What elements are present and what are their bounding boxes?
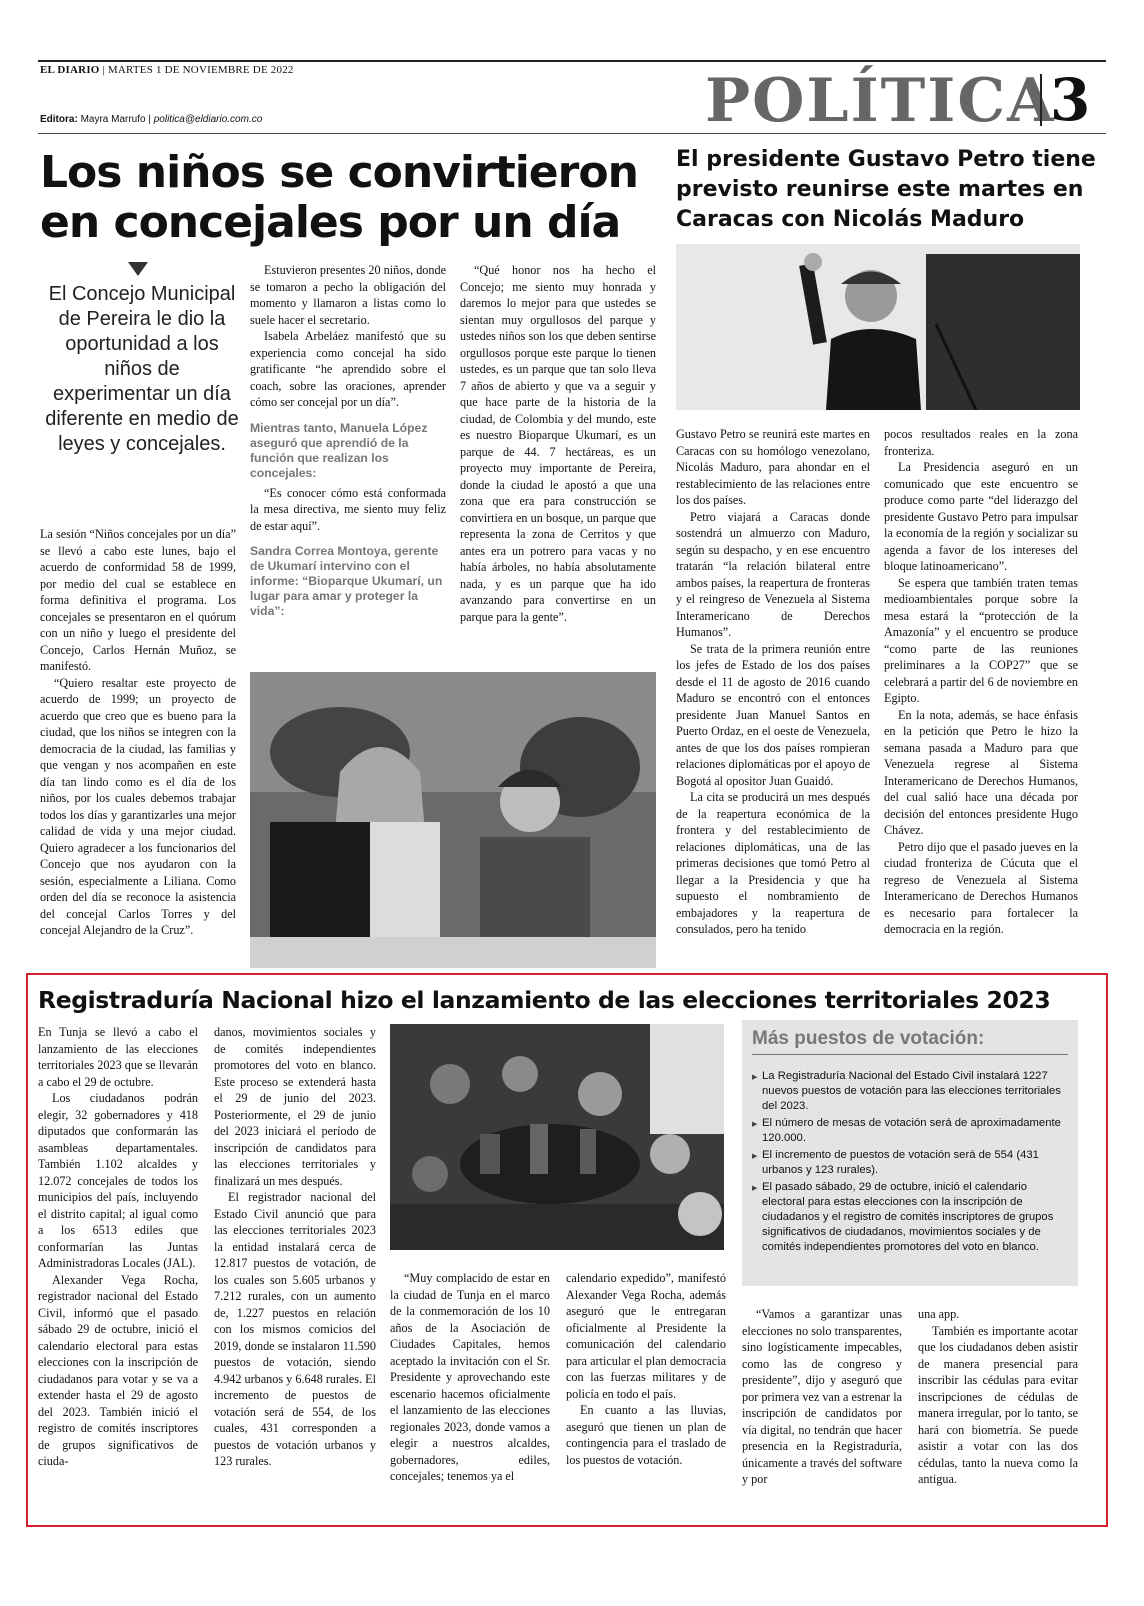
council-children-image	[250, 672, 656, 968]
triangle-down-icon	[128, 262, 148, 276]
petro-image	[676, 244, 1080, 410]
article1-column-1	[40, 526, 236, 939]
paragraph: Estuvieron presentes 20 niños, donde se tomaron a pecho la obligación del momento y llamaron a listas como lo suele hacer el secretario.	[250, 263, 446, 327]
paragraph: En la nota, además, se hace énfasis en la petición que Petro le hizo la semana pasada a Maduro para que Venezuela regrese al Sistema Interamericano de Derechos Humanos, del cual salió hace una década por decisión del entonces presidente Hugo Chávez.	[884, 707, 1078, 837]
dateline	[40, 64, 294, 76]
sidebar-item: ▶ El pasado sábado, 29 de octubre, inició el calendario electoral para estas elecciones con la inscripción de ciudadanos y el registro de comités inscriptores de grupos significativos de ciudadanos, movimientos sociales y de comités independientes promotores del voto en blanco.	[752, 1180, 1068, 1255]
article3-headline: Registraduría Nacional hizo el lanzamiento de las elecciones territoriales 2023	[38, 986, 1051, 1014]
section-title: POLÍTICA	[705, 66, 1056, 136]
paragraph: La sesión “Niños concejales por un día” se llevó a cabo este lunes, bajo el acuerdo de conformidad 58 de 1999, por medio del cual se establece en forma definitiva el programa. Los concejales se presentaron en el quórum con un niño y luego el presidente del Concejo, Carlos Hernán Muñoz, se manifestó.	[40, 527, 236, 673]
paragraph: “Qué honor nos ha hecho el Concejo; me siento muy honrada y daremos lo mejor para que ustedes se sientan muy orgullosos del parque y ustedes niños son los que deben sentirse orgullosos porque este parque lo tienen ustedes, es un parque que tan solo lleva 7 años de abierto y que va a seguir y que hace parte de la historia de la ciudad, de Colombia y del mundo, este es nuestro Bioparque Ukumarí, es un parque de 44. 7 hectáreas, es un proyecto muy importante de Pereira, donde la ciudad le apostó a que una zona que era para construcción se convirtiera en un bosque, un parque que representa la zona de Cerritos y que antes era un potrero para vacas y no había árboles, no había absolutamente nada, y es un parque que ha ido avanzando para convertirse en un parque para la gente”.	[460, 263, 656, 624]
registraduria-press-photo	[390, 1024, 724, 1250]
paragraph: Alexander Vega Rocha, registrador nacional del Estado Civil, informó que el pasado sábado 29 de octubre, inició el calendario electoral para estas elecciones con la inscripción de ciudadanos para votar y se va a extender hasta el 29 de agosto del 2023. También inició el registro de comités inscriptores de grupos significativos de ciuda-	[38, 1272, 198, 1468]
subheading: Sandra Correa Montoya, gerente de Ukumarí intervino con el informe: “Bioparque Ukumarí, un lugar para amar y proteger la vida”:	[250, 544, 443, 618]
sidebar-item: ▶ El incremento de puestos de votación será de 554 (431 urbanos y 123 rurales).	[752, 1148, 1068, 1178]
article1-column-3	[460, 262, 656, 625]
paragraph: “Quiero resaltar este proyecto de acuerdo de 1999; un proyecto de acuerdo que creo que es bueno para la ciudad, que los niños se integren con la democracia de la ciudad, las familias y que vengan y nos acompañen en este día tan lindo como es el día de los niños, por los cuales debemos trabajar todos los días y garantizarles una mejor calidad de vida y una mejor ciudad. Quiero agradecer a los funcionarios del Concejo que nos ayudaron con la sesión, especialmente a Liliana. Como orden del día se reconoce la asistencia del concejal Carlos Torres y del concejal Alejandro de la Cruz”.	[40, 675, 236, 937]
article3-column-2	[214, 1024, 376, 1470]
paragraph: En cuanto a las lluvias, aseguró que tienen un plan de contingencia para el traslado de los puestos de votación.	[566, 1403, 726, 1467]
paragraph: calendario expedido”, manifestó Alexander Vega Rocha, además aseguró que le entregaran oficialmente al Presidente la comunicación del calendario para articular el plan democracia con las fuerzas militares y de policía en todo el país.	[566, 1271, 726, 1401]
editor-email: politica@eldiario.com.co	[153, 114, 263, 125]
press-conference-image	[390, 1024, 724, 1250]
page-number: 3	[1050, 66, 1091, 134]
paragraph: danos, movimientos sociales y de comités independientes promotores del voto en blanco. Este proceso se extenderá hasta el 29 de junio del 2023. Posteriormente, el 29 de junio del 2023 iniciará el período de inscripción de candidatos para las elecciones territoriales y finalizará un mes después.	[214, 1025, 376, 1188]
paragraph: “Vamos a garantizar unas elecciones no solo transparentes, sino logísticamente impecables, como las de congreso y presidente”, dijo y aseguró que por primera vez van a estrenar la inscripción de candidatos por vía digital, no tendrán que hacer presencia en la Registraduría, únicamente a través del software y por	[742, 1307, 902, 1486]
paragraph: La Presidencia aseguró en un comunicado que este encuentro se produce como parte “del liderazgo del presidente Gustavo Petro para impulsar la economía de la región y socializar su agenda a favor de los intereses del bloque latinoamericano”.	[884, 460, 1078, 573]
sidebar-item: ▶ La Registraduría Nacional del Estado Civil instalará 1227 nuevos puestos de votación para las elecciones territoriales del 2023.	[752, 1069, 1068, 1114]
paragraph: Isabela Arbeláez manifestó que su experiencia como concejal ha sido gratificante “he aprendido sobre el coach, sobre las oraciones, aprender cómo ser concejal por un día”.	[250, 329, 446, 409]
paragraph: Gustavo Petro se reunirá este martes en Caracas con su homólogo venezolano, Nicolás Maduro, para ahondar en el restablecimiento de las relaciones entre los dos países.	[676, 427, 870, 507]
paragraph: Petro dijo que el pasado jueves en la ciudad fronteriza de Cúcuta que el regreso de Venezuela al Sistema Interamericano de Derechos Humanos es necesario para fortalecer la democracia en la región.	[884, 839, 1078, 936]
sidebar-item: ▶ El número de mesas de votación será de aproximadamente 120.000.	[752, 1116, 1068, 1146]
header-rule	[38, 60, 1106, 62]
petro-photo	[676, 244, 1080, 410]
sidebar-title: Más puestos de votación:	[752, 1028, 1068, 1055]
editor-credit: Editora: Mayra Marrufo | politica@eldiario.com.co	[40, 114, 263, 125]
paragraph: El registrador nacional del Estado Civil anunció que para las elecciones territoriales 2023 la entidad instalará cerca de 12.817 puestos de votación, de los cuales son 5.605 urbanos y 7.212 rurales, con un aumento de, 1.227 puestos en relación con los mismos comicios del 2019, donde se instalaron 11.590 puestos de votación, siendo 4.942 urbanos y 6.648 rurales. El incremento de puestos de votación será de 554, de los cuales, 431 corresponden a puestos de votación urbanos y 123 rurales.	[214, 1190, 376, 1468]
paragraph: También es importante acotar que los ciudadanos deben asistir de manera presencial para inscribir las cédulas para evitar inscripciones de cédulas de manera irregular, por lo tanto, se hará con biometría. Se puede asistir a votar con las dos cédulas, tanto la nueva como la antigua.	[918, 1323, 1078, 1486]
section-divider	[1040, 74, 1042, 126]
paragraph: En Tunja se llevó a cabo el lanzamiento de las elecciones territoriales 2023 que se llevarán a cabo el 29 de octubre.	[38, 1025, 198, 1089]
article3-column-3	[390, 1270, 550, 1485]
paragraph: Se espera que también traten temas medioambientales porque sobre la mesa estará la “protección de la Amazonía” y el encuentro se produce “como parte de las reuniones preliminares a la COP27” que se celebrará a partir del 6 de noviembre en Egipto.	[884, 575, 1078, 705]
article3-column-6	[918, 1306, 1078, 1488]
article1-column-2	[250, 262, 446, 623]
dateline-separator: |	[102, 64, 105, 76]
editor-label: Editora:	[40, 114, 78, 125]
header-bottom-rule	[38, 133, 1106, 134]
sidebar-list	[752, 1069, 1068, 1255]
paragraph: “Muy complacido de estar en la ciudad de Tunja en el marco de la conmemoración de los 10 años de la Asociación de Ciudades Capitales, hemos aceptado la invitación con el Sr. Presidente y aprovechando este escenario hacemos oficialmente el lanzamiento de las elecciones regionales 2023, donde vamos a elegir a nuestros alcaldes, gobernadores, ediles, concejales; tenemos ya el	[390, 1271, 550, 1483]
article1-lead: El Concejo Municipal de Pereira le dio la oportunidad a los niños de experimentar un día diferente en medio de leyes y concejales.	[45, 283, 239, 455]
article2-column-1	[676, 426, 870, 938]
article3-column-4	[566, 1270, 726, 1468]
article1-headline: Los niños se convirtieron en concejales por un día	[40, 147, 638, 248]
article3-column-5	[742, 1306, 902, 1488]
paragraph: Los ciudadanos podrán elegir, 32 gobernadores y 418 diputados que conformarán las asambleas departamentales. También 1.102 alcaldes y 12.072 concejales de todos los municipios del país, incluyendo el distrito capital; al igual como a los 6513 ediles que conformarían las Juntas Administradoras Locales (JAL).	[38, 1091, 198, 1270]
voting-places-sidebar	[742, 1020, 1078, 1286]
issue-date: MARTES 1 DE NOVIEMBRE DE 2022	[107, 64, 294, 76]
paper-name: EL DIARIO	[40, 64, 100, 76]
paragraph: Se trata de la primera reunión entre los jefes de Estado de los dos países desde el 11 de agosto de 2016 cuando Maduro se encontró con el entonces presidente Juan Manuel Santos en Puerto Ordaz, en el oeste de Venezuela, antes de que los dos países rompieran relaciones diplomáticas por el apoyo de Bogotá al opositor Juan Guaidó.	[676, 641, 870, 788]
paragraph: La cita se producirá un mes después de la reapertura económica de la frontera y del restablecimiento de relaciones diplomáticas, una de las primeras decisiones que tomó Petro al llegar a la Presidencia y que ha supuesto el nombramiento de embajadores y la reapertura de consulados, pero ha tenido	[676, 790, 870, 936]
article2-headline: El presidente Gustavo Petro tiene previsto reunirse este martes en Caracas con Nicolás Maduro	[676, 147, 1096, 232]
editor-name: Mayra Marrufo	[80, 114, 146, 125]
council-children-photo	[250, 672, 656, 968]
paragraph: Petro viajará a Caracas donde sostendrá un almuerzo con Maduro, según su despacho, y en ese encuentro tratarán “la relación bilateral entre ambos países, la reapertura de fronteras y el reingreso de Venezuela al Sistema Interamericano de Derechos Humanos”.	[676, 509, 870, 639]
paragraph: pocos resultados reales en la zona fronteriza.	[884, 427, 1078, 458]
paragraph: “Es conocer cómo está conformada la mesa directiva, me siento muy feliz de estar aquí”.	[250, 485, 446, 533]
paragraph: una app.	[918, 1307, 960, 1321]
subheading: Mientras tanto, Manuela López aseguró que aprendió de la función que realizan los concejales:	[250, 420, 428, 480]
article2-column-2	[884, 426, 1078, 938]
article3-column-1	[38, 1024, 198, 1470]
